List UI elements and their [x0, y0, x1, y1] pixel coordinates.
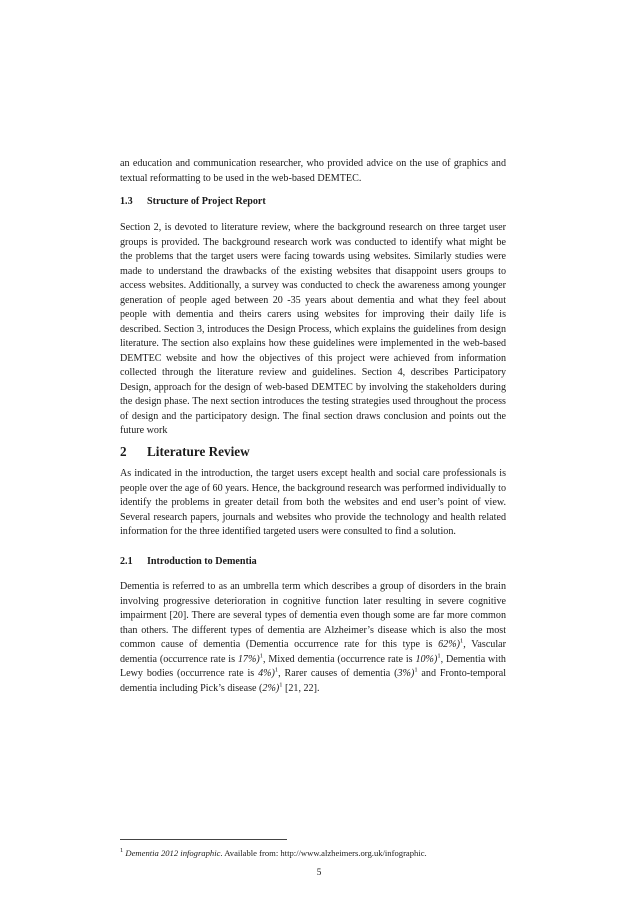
section-2-1-heading	[120, 555, 506, 569]
structure-paragraph: Section 2, is devoted to literature review, where the background research on three target user groups is provided. The background research work was conducted to identify what might be the problems that the target users were facing towards using websites. Similarly studies were made to understand the drawbacks of the existing websites that disappoint users groups to access websites. Additionally, a survey was conducted to check the awareness among younger generation of people aged between 20 -35 years about dementia and what they feel about people with dementia and theirs carers using websites for improving their daily life is described. Section 3, introduces the Design Process, which explains the guidelines from design literature. The section also explains how these guidelines were implemented in the web-based DEMTEC website and how the objectives of this project were achieved from information collected through the literature review and guidelines. Section 4, describes Participatory Design, approach for the design of web-based DEMTEC by involving the stakeholders during the design phase. The next section introduces the testing strategies used throughout the process of design and the participatory design. The final section draws conclusion and points out the future work	[120, 222, 506, 436]
rate-mixed: 10%)	[415, 653, 438, 665]
footnote-ref[interactable]: 1	[279, 681, 283, 689]
literature-paragraph-block	[120, 467, 506, 540]
intro-paragraph-block	[120, 157, 506, 186]
rate-alzheimers: 62%)	[438, 639, 460, 650]
dementia-paragraph	[120, 580, 506, 696]
footnote-ref[interactable]: 1	[437, 652, 441, 660]
rate-fronto-temporal: 2%)	[262, 682, 280, 694]
footnote-mark: 1	[120, 847, 124, 855]
chapter-number: 2	[120, 444, 127, 459]
section-1-3-heading	[120, 195, 506, 209]
literature-paragraph: As indicated in the introduction, the target users except health and social care professionals is people over the age of 60 years. Hence, the background research was performed individually to identify the problems in greater detail from both the websites and end user’s point of view. Several research papers, journals and websites who provide the technology and health related information for the three identified targeted users were consulted to find a solution.	[120, 468, 506, 537]
text-run: [21, 22].	[282, 682, 320, 694]
text-run: , Dementia with Lewy bodies (occurrence rate is	[120, 653, 506, 679]
section-number: 2.1	[120, 556, 133, 567]
footnote	[120, 848, 520, 859]
section-number: 1.3	[120, 196, 133, 207]
dementia-paragraph-block	[120, 580, 506, 696]
structure-paragraph-block	[120, 221, 506, 439]
rate-rarer: 3%)	[397, 668, 415, 679]
chapter-title: Literature Review	[147, 444, 250, 459]
section-title: Introduction to Dementia	[147, 556, 257, 567]
text-run: Dementia is referred to as an umbrella term which describes a group of disorders in the brain involving progressive deterioration in cognitive function later resulting in severe cognitive impairment [20]. There are several types of dementia even though some are far more common than others. The different types of dementia are Alzheimer’s disease which is also the most common cause of dementia (Dementia occurrence rate for this type is	[120, 581, 506, 650]
footnote-text[interactable]: . Available from: http://www.alzheimers.org.uk/infographic.	[220, 848, 427, 858]
intro-paragraph: an education and communication researcher, who provided advice on the use of graphics and textual reformatting to be used in the web-based DEMTEC.	[120, 158, 506, 184]
text-run: , Mixed dementia (occurrence rate is	[263, 653, 416, 665]
page-number: 5	[316, 867, 322, 878]
text-run: , Rarer causes of dementia (	[278, 668, 398, 679]
footnote-ref[interactable]: 1	[459, 637, 464, 645]
rate-lewy-bodies: 4%)	[258, 668, 275, 679]
chapter-2-heading	[120, 444, 506, 460]
text-run: , Vascular dementia (occurrence rate is	[120, 639, 506, 665]
footnote-ref[interactable]: 1	[274, 666, 279, 674]
text-run: and Fronto-temporal dementia including Pick’s disease (	[120, 668, 506, 694]
footnote-title: Dementia 2012 infographic	[125, 848, 221, 858]
section-title: Structure of Project Report	[147, 196, 266, 207]
footnote-ref[interactable]: 1	[259, 652, 263, 660]
footnote-divider	[120, 839, 287, 840]
footnote-ref[interactable]: 1	[414, 666, 418, 674]
rate-vascular: 17%)	[237, 653, 260, 665]
